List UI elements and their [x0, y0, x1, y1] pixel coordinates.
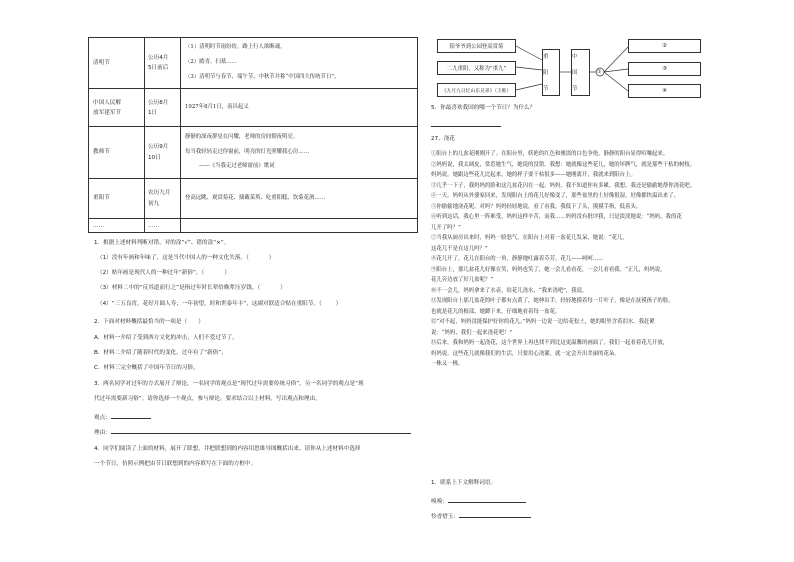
festival-date: …… — [148, 223, 160, 229]
festival-date: 公历4月 — [148, 55, 169, 61]
word-label: 怜香惜玉： — [431, 514, 459, 520]
q2-option-c[interactable]: C．材料三完全概括了中国年节日的习俗。 — [94, 365, 199, 371]
question-4-line-1: 4．同学们阅读了上面的材料，展开了联想，并把联想到的内容用思维导图概括出来。请你从上述材料中选择 — [94, 446, 361, 452]
mindmap-left-box: 陪爷爷到公园登高赏菊 — [437, 39, 516, 53]
festival-content: 登高远眺、观赏菊花、插戴茱萸、吃重阳糕、饮菊花酒…… — [185, 195, 326, 201]
q1-item-close: ） — [335, 301, 342, 307]
festival-content: 每当我轻轻走过你窗前，明亮的灯光照耀我心房…… — [185, 149, 309, 155]
question-1: 1．根据上述材料判断对错，对的涂“√”、错的涂“×”。 — [94, 240, 230, 246]
passage-line: ⑧花儿开了，花儿在阳台的一角，静静地吐露着芬芳。花儿——呵呵…… — [431, 256, 604, 262]
word-label: 嗅嗅： — [431, 499, 448, 505]
question-5: 5．你最喜欢我国的哪一个节日？为什么？ — [431, 105, 536, 111]
mindmap-char: 重 — [543, 54, 549, 60]
festival-date: 农历九月 — [148, 190, 171, 196]
q1-item-close: ） — [280, 285, 286, 291]
q3-view-label: 观点： — [94, 415, 111, 421]
mindmap-char: 阳 — [543, 70, 549, 76]
word-row-2 — [431, 511, 531, 521]
passage-line: 花儿旁边放了好几盆呢？” — [431, 277, 494, 283]
passage-line: 儿开了吗？” — [431, 224, 461, 231]
q3-reason-label: 理由： — [94, 430, 111, 436]
passage-line: 也就是花儿的根部，她蹲下来，仔细地看着每一盆花。 — [431, 308, 561, 315]
q1-item-close: ） — [268, 255, 275, 261]
q2-option-b[interactable]: B．材料二介绍了随着时代的变化，过年有了“新俗”。 — [94, 350, 227, 356]
q1-item-text: （4）“三五良宵，花好月圆人寿；一年初望，时和世泰年丰”，这副对联适合贴在重阳节。（ — [97, 301, 322, 307]
festival-name: 重阳节 — [93, 195, 110, 201]
passage — [431, 151, 711, 372]
mindmap-right-box[interactable]: ② — [628, 39, 701, 53]
q1-item-close: ） — [224, 270, 230, 276]
passage-line: ③几乎一下子，我妈妈的脸和这几盆花闪在一起。妈妈，我不知道你有多累。我想，我还是偷偷地帮你浇花吧。 — [431, 182, 696, 189]
passage-question-1: 1．联系上下文解释词语。 — [431, 480, 497, 486]
mindmap-right-box[interactable]: ④ — [628, 84, 701, 98]
mindmap-center-label: ① — [597, 68, 602, 75]
q2-option-a[interactable]: A．材料一介绍了受到西方文化的冲击，人们不爱过节了。 — [94, 335, 238, 341]
mindmap-char: 中 — [572, 54, 578, 60]
question-3-line-1: 3．两名同学对过年的方式展开了辩论，一名同学的观点是“现代过年需要传统习俗”，另一名同学的观点是“现 — [94, 381, 364, 387]
passage-line: 说：“妈妈，我们一起来浇花吧！” — [431, 329, 512, 336]
mindmap-chongyang-box — [542, 49, 560, 96]
passage-line: ⑬后来，我和妈妈一起浇花，这个世界上再也找不到比这更温馨的画面了。我们一起看着花儿开放， — [431, 340, 669, 346]
festival-content: （3）清明节与春节、端午节、中秋节并称“中国四大传统节日”。 — [185, 74, 340, 80]
passage-line: 妈妈说，这些花儿就像我们的生活，只要用心浇灌，就一定会开出美丽的花朵。 — [431, 350, 620, 357]
word-row-1 — [431, 496, 526, 506]
passage-line: ⑨阳台上，那几盆花儿好像在笑，妈妈也笑了，她一会儿看看花，一会儿看看我。“正儿，妈妈说， — [431, 266, 666, 273]
festival-content: （2）踏青、扫墓…… — [185, 59, 237, 65]
passage-line: ⑥听到这话，我心里一阵难受，妈妈这样辛苦，而我……妈妈没有批评我，只是淡淡地说：“妈妈，我的花 — [431, 214, 682, 220]
festival-date: 5日前后 — [148, 65, 169, 71]
mindmap-char: 节 — [572, 86, 578, 92]
q1-item-text: （3）材料二中的“反其道而行之”是指过年时长辈给晚辈压岁钱。（ — [97, 285, 261, 291]
q5-answer-line[interactable] — [431, 126, 501, 127]
mindmap-left-box: 《九月九日忆山东兄弟》（王维） — [437, 83, 516, 97]
mindmap-char: 节 — [543, 86, 549, 92]
festival-name: 清明节 — [93, 60, 110, 66]
festival-content: （1）清明时节雨纷纷，路上行人欲断魂。 — [185, 44, 286, 50]
word-answer-blank[interactable] — [448, 496, 526, 503]
passage-line: 一株又一株。 — [431, 361, 464, 367]
passage-line: ④一天。妈妈从外婆家回来，发现阳台上的花儿好像变了，那些盆里的土好像很湿，好像都快溢出来了。 — [431, 193, 679, 199]
q1-item-text: （1）没有年画和年味了，这是当代中国人的一种文化失落。（ — [97, 255, 249, 261]
festival-date: 10日 — [148, 155, 161, 161]
passage-line: ⑩不一会儿，妈妈拿来了水壶，给花儿浇水，“我来浇吧”，我说。 — [431, 287, 588, 294]
mindmap-zhongguo-box — [571, 49, 590, 96]
festival-name: …… — [93, 223, 105, 229]
festival-date: 1日 — [148, 110, 158, 116]
section-title: 27、浇花 — [431, 136, 455, 142]
question-3-line-2: 代过年需要新习俗”。请你选择一个观点，参与辩论，要求结合以上材料，写出观点和理由。 — [94, 396, 321, 402]
festival-content: 1927年8月1日，南昌起义 — [185, 104, 249, 110]
mindmap-char: 国 — [572, 70, 578, 76]
passage-line: 妈妈说，她跟这些花儿比起来，她的样子要干枯很多——她刚离开，我就来到阳台上。 — [431, 172, 636, 178]
word-answer-blank[interactable] — [459, 511, 531, 518]
mindmap-left-box: 二九重阳，又称为“重九” — [437, 61, 516, 75]
festival-date: 公历9月 — [148, 144, 169, 150]
festival-date: 公历8月 — [148, 100, 169, 106]
passage-line: ⑤你偷偷地浇花呢，对吗？妈妈轻轻地说，看了看我，我低下了头，摸摸手指，低着头。 — [431, 203, 642, 210]
festival-name: 教师节 — [93, 149, 110, 155]
festival-content: 静静的深夜群星在闪耀，老师的房间彻夜明亮。 — [185, 134, 299, 140]
question-4-line-2: 一个节日，仿照示例把由节日联想到的内容填写在下面的方框中。 — [94, 461, 257, 467]
passage-line: ⑦当我从厨房出来时，妈妈一脸怒气，在阳台上对着一盆花儿发呆，她说：“花儿， — [431, 235, 628, 241]
q1-item-text: （2）贴年画是现代人的一种过年“新俗”。（ — [97, 270, 205, 276]
passage-line: ⑫“对不起，妈妈没能保护好你的花儿。”妈妈一边说一边给花松土，她的眼里含着泪水。我赶紧 — [431, 319, 655, 325]
passage-line: ⑪发现阳台上那几盆花的叶子都有点黄了，她伸出手，轻轻地摸着每一片叶子，像是在抚摸孩子的脸， — [431, 298, 674, 304]
passage-line: ②妈妈说，我太调皮，常惹她生气，她说的没错。我想：她就像这些花儿，她的坏脾气，就是那些干枯的树枝。 — [431, 161, 696, 168]
festival-date: 初九 — [148, 201, 160, 207]
mindmap-right-box[interactable]: ③ — [628, 62, 701, 76]
festival-content: ——《当我走过老师窗前》歌词 — [199, 163, 275, 169]
festival-name: 放军建军节 — [93, 110, 121, 116]
passage-line: 这花儿不是在这儿吗？” — [431, 245, 488, 252]
festival-name: 中国人民解 — [93, 100, 121, 106]
passage-line: ①阳台上的几盆花刚刚开了。在阳台里，妖艳的红色和雅淡的白色争艳，静静的阳台显得喧嚷起来。 — [431, 151, 669, 157]
question-2: 2．下面对材料概括最恰当的一项是（ ） — [94, 319, 204, 325]
